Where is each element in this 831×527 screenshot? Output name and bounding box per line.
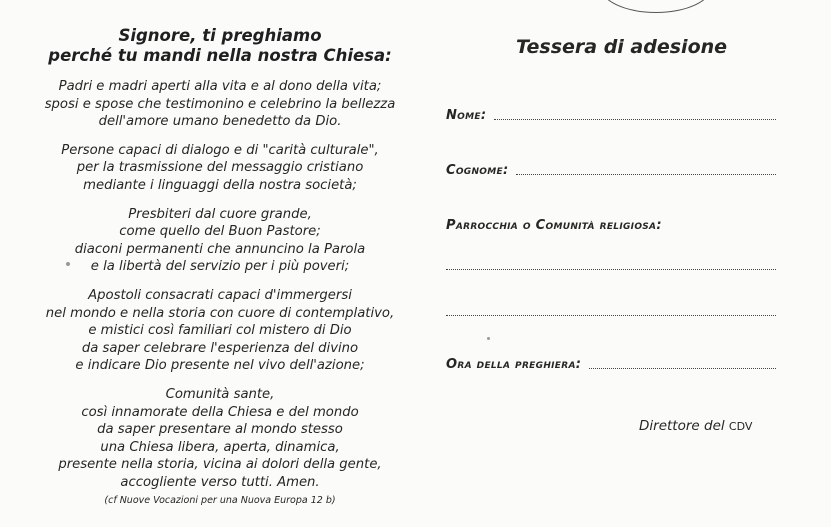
prayer-line: diaconi permanenti che annuncino la Parola — [74, 241, 366, 257]
prayer-line: nel mondo e nella storia con cuore di contemplativo, — [45, 305, 395, 321]
prayer-line: dell'amore umano benedetto da Dio. — [98, 114, 342, 130]
corner-arc-mark — [600, 0, 712, 13]
prayer-stanza-presbyters — [20, 206, 420, 276]
prayer-line: Persone capaci di dialogo e di "carità culturale", — [61, 142, 379, 158]
cognome-line[interactable] — [516, 173, 776, 175]
prayer-line: sposi e spose che testimonino e celebrino la bellezza — [44, 96, 396, 112]
prayer-line: come quello del Buon Pastore; — [119, 224, 321, 240]
parrocchia-label-row — [446, 218, 662, 233]
prayer-line: Presbiteri dal cuore grande, — [128, 206, 312, 222]
prayer-citation: (cf Nuove Vocazioni per una Nuova Europa 12 b) — [104, 495, 336, 507]
prayer-line: una Chiesa libera, aperta, dinamica, — [100, 439, 340, 455]
prayer-line: Comunità sante, — [165, 386, 275, 402]
prayer-line: accogliente verso tutti. Amen. — [120, 474, 320, 490]
nome-field[interactable] — [446, 108, 776, 123]
card-title: Tessera di adesione — [516, 36, 728, 58]
ora-label: Ora della preghiera: — [446, 357, 582, 372]
parrocchia-line-2[interactable] — [446, 314, 776, 316]
prayer-line: così innamorate della Chiesa e del mondo — [81, 404, 359, 420]
nome-label: Nome: — [446, 108, 487, 123]
parrocchia-line-1[interactable] — [446, 268, 776, 270]
prayer-line: mediante i linguaggi della nostra società; — [83, 177, 357, 193]
ora-line[interactable] — [589, 367, 776, 369]
prayer-heading-line: Signore, ti preghiamo — [118, 26, 322, 45]
paper-speck — [487, 337, 490, 340]
prayer-stanza-dialogue — [20, 142, 420, 195]
nome-line[interactable] — [494, 118, 776, 120]
prayer-line: e mistici così familiari col mistero di Dio — [88, 323, 352, 339]
prayer-heading — [20, 26, 420, 66]
director-signature — [639, 418, 752, 434]
prayer-stanza-communities — [20, 386, 420, 492]
cognome-label: Cognome: — [446, 163, 509, 178]
prayer-line: e indicare Dio presente nel vivo dell'azione; — [75, 358, 365, 374]
prayer-line: presente nella storia, vicina ai dolori della gente, — [58, 457, 382, 473]
director-label: Direttore del — [639, 418, 725, 434]
cognome-field[interactable] — [446, 163, 776, 178]
prayer-line: Apostoli consacrati capaci d'immergersi — [88, 287, 352, 303]
parrocchia-label: Parrocchia o Comunità religiosa: — [446, 218, 662, 233]
director-acronym: CDV — [728, 420, 753, 433]
ora-field[interactable] — [446, 357, 776, 372]
prayer-line: da saper celebrare l'esperienza del divino — [81, 340, 359, 356]
prayer-heading-line: perché tu mandi nella nostra Chiesa: — [48, 46, 392, 65]
prayer-line: Padri e madri aperti alla vita e al dono della vita; — [58, 79, 382, 94]
prayer-line: da saper presentare al mondo stesso — [97, 422, 343, 438]
prayer-stanza-apostles — [20, 287, 420, 375]
prayer-section — [20, 26, 420, 507]
prayer-line: e la libertà del servizio per i più poveri; — [90, 259, 350, 275]
prayer-line: per la trasmissione del messaggio cristiano — [76, 160, 364, 176]
prayer-stanza-parents — [20, 78, 420, 131]
